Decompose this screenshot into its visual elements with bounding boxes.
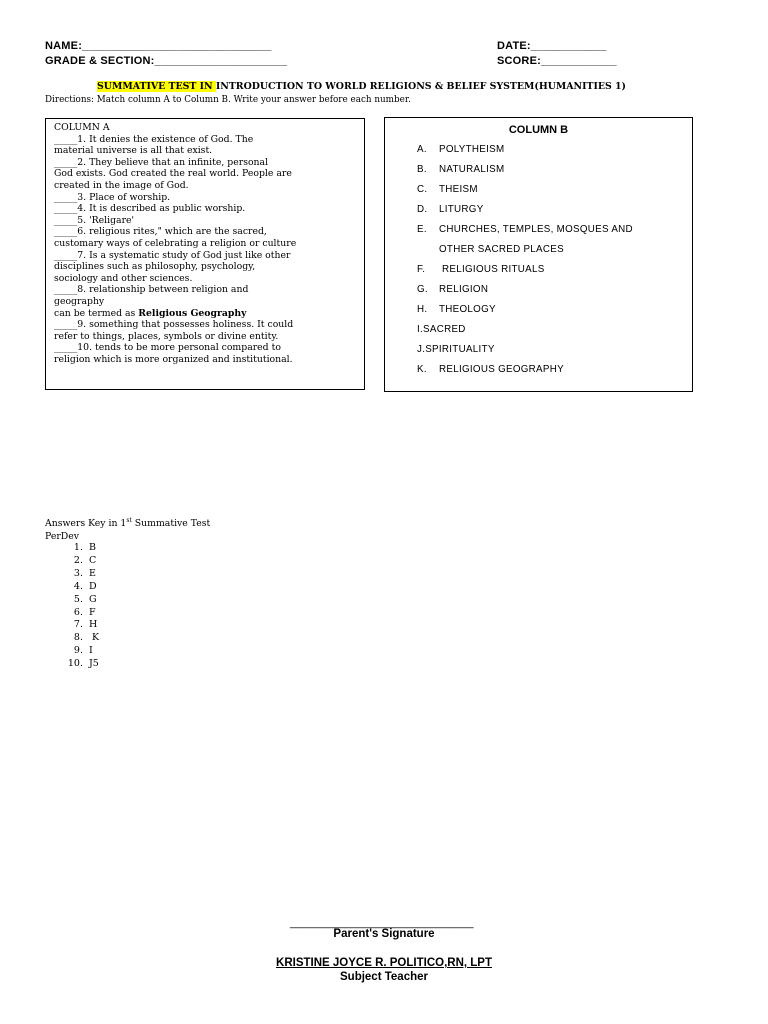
column-a-line: _____6. religious rites," which are the sacred,: [54, 226, 267, 238]
answer-number: 7.: [73, 619, 83, 631]
grade-section-field-label: GRADE & SECTION:_____________________: [45, 55, 288, 67]
column-b-option-text: THEISM: [439, 184, 478, 195]
test-title-highlight: SUMMATIVE TEST IN: [97, 81, 216, 92]
column-a-line: _____9. something that possesses holiness. It could: [54, 319, 294, 331]
teacher-name: KRISTINE JOYCE R. POLITICO,RN, LPT: [276, 957, 492, 969]
answer-letter: G: [89, 593, 97, 605]
signature-line: ______________________________: [290, 917, 474, 929]
answer-key-header: [45, 515, 210, 544]
column-a-heading: COLUMN A: [54, 122, 110, 133]
column-a-line: _____1. It denies the existence of God. The: [54, 133, 254, 145]
column-b-option-text: LITURGY: [439, 204, 484, 215]
answer-letter: I: [89, 645, 93, 657]
column-b-option: [417, 204, 484, 215]
column-b-option-letter: F.: [417, 264, 426, 275]
column-b-option-text: OTHER SACRED PLACES: [439, 244, 564, 255]
column-a-items: [54, 134, 356, 308]
name-field-label: NAME:______________________________: [45, 40, 272, 52]
answer-number: 1.: [73, 542, 83, 553]
column-b-option-letter: G.: [417, 284, 428, 295]
directions: Directions: Match column A to Column B. Write your answer before each number.: [45, 95, 411, 105]
column-b-option-letter: B.: [417, 164, 427, 175]
column-b-option-text: RELIGIOUS RITUALS: [439, 264, 545, 275]
score-field-label: SCORE:____________: [497, 55, 617, 67]
column-b-option-letter: K.: [417, 364, 427, 375]
column-b-option-text: RELIGIOUS GEOGRAPHY: [439, 364, 564, 375]
column-b-option-letter: A.: [417, 144, 427, 155]
answer-key-row: [60, 542, 99, 555]
column-b-option: [439, 244, 564, 255]
column-b-option: [417, 284, 488, 295]
answer-letter: J5: [89, 658, 99, 670]
column-b-option: [417, 324, 466, 335]
answer-key-row: [60, 645, 99, 658]
answer-key-row: [60, 594, 99, 607]
answer-number: 10.: [67, 658, 83, 670]
column-b-option-letter: D.: [417, 204, 428, 215]
column-b-option-letter: E.: [417, 224, 427, 235]
column-b-option: [417, 184, 478, 195]
column-b-option: [417, 264, 545, 275]
column-b-option: [417, 364, 564, 375]
column-b-option-text: THEOLOGY: [439, 304, 496, 315]
column-a-line: _____2. They believe that an infinite, personal: [54, 156, 269, 168]
answer-number: 9.: [73, 645, 83, 657]
column-b-option: [417, 224, 633, 235]
column-b-option-letter: H.: [417, 304, 428, 315]
answer-key-row: [60, 555, 99, 568]
column-b-option: [417, 144, 504, 155]
column-a-line: _____3. Place of worship.: [54, 191, 171, 203]
answer-letter: H: [89, 619, 98, 631]
answer-key-row: [60, 632, 99, 645]
column-b-option-text: J.SPIRITUALITY: [417, 344, 495, 355]
column-a-line: _____7. Is a systematic study of God just like other: [54, 249, 291, 261]
column-b-option-text: RELIGION: [439, 284, 489, 295]
column-b-option-text: CHURCHES, TEMPLES, MOSQUES AND: [439, 224, 633, 235]
column-b-option-text: I.SACRED: [417, 324, 466, 335]
answer-letter: F: [89, 606, 96, 618]
answer-key-row: [60, 607, 99, 620]
answer-key-row: [60, 658, 99, 671]
column-b-heading: COLUMN B: [508, 124, 569, 136]
answer-letter: B: [89, 542, 96, 553]
column-a-line: _____10. tends to be more personal compared to: [54, 342, 281, 354]
column-a-line: _____8. relationship between religion and: [54, 284, 249, 296]
column-a-line: customary ways of celebrating a religion or culture: [54, 237, 297, 249]
column-b-option: [417, 344, 495, 355]
column-a-line: refer to things, places, symbols or divine entity.: [54, 330, 279, 342]
column-a-line: disciplines such as philosophy, psychology,: [54, 261, 256, 273]
test-title-rest: INTRODUCTION TO WORLD RELIGIONS & BELIEF SYSTEM(HUMANITIES 1): [215, 81, 626, 92]
column-a-line: God exists. God created the real world. People are: [54, 168, 292, 180]
answer-number: 8.: [73, 632, 83, 644]
answer-key-row: [60, 568, 99, 581]
column-b-option-letter: C.: [417, 184, 428, 195]
answer-letter: C: [89, 554, 97, 566]
date-field-label: DATE:____________: [497, 40, 607, 52]
column-b-option-text: POLYTHEISM: [439, 144, 505, 155]
column-a-line: created in the image of God.: [54, 179, 189, 191]
column-a-line: sociology and other sciences.: [54, 272, 193, 284]
answer-number: 4.: [73, 580, 83, 592]
answer-key-subject: PerDev: [45, 531, 79, 542]
answer-letter: D: [89, 580, 97, 592]
parent-signature-label: Parent's Signature: [333, 928, 435, 940]
answer-letter: K: [89, 632, 100, 644]
teacher-role: Subject Teacher: [340, 971, 428, 983]
answer-key-row: [60, 581, 99, 594]
answer-number: 5.: [73, 593, 83, 605]
answer-key-row: [60, 619, 99, 632]
answer-key-list: [60, 542, 99, 671]
column-a-line: material universe is all that exist.: [54, 145, 213, 157]
column-b-option: [417, 304, 496, 315]
column-b-option-text: NATURALISM: [439, 164, 505, 175]
answer-key-title: Answers Key in 1st Summative Test: [45, 517, 211, 530]
column-a-items-after: [54, 319, 356, 365]
answer-letter: E: [89, 567, 96, 579]
answer-number: 6.: [73, 606, 83, 618]
column-b-box: [384, 117, 693, 392]
test-title: [97, 81, 626, 92]
column-a-line: religion which is more organized and institutional.: [54, 353, 293, 365]
answer-number: 2.: [73, 554, 83, 566]
answer-number: 3.: [73, 567, 83, 579]
column-a-box: [45, 118, 365, 390]
column-a-line: can be termed as Religious Geography: [54, 307, 247, 319]
column-b-option: [417, 164, 504, 175]
column-a-line: _____4. It is described as public worship.: [54, 203, 246, 215]
column-a-line: _____5. 'Religare': [54, 214, 135, 226]
column-a-line: geography: [54, 295, 105, 307]
